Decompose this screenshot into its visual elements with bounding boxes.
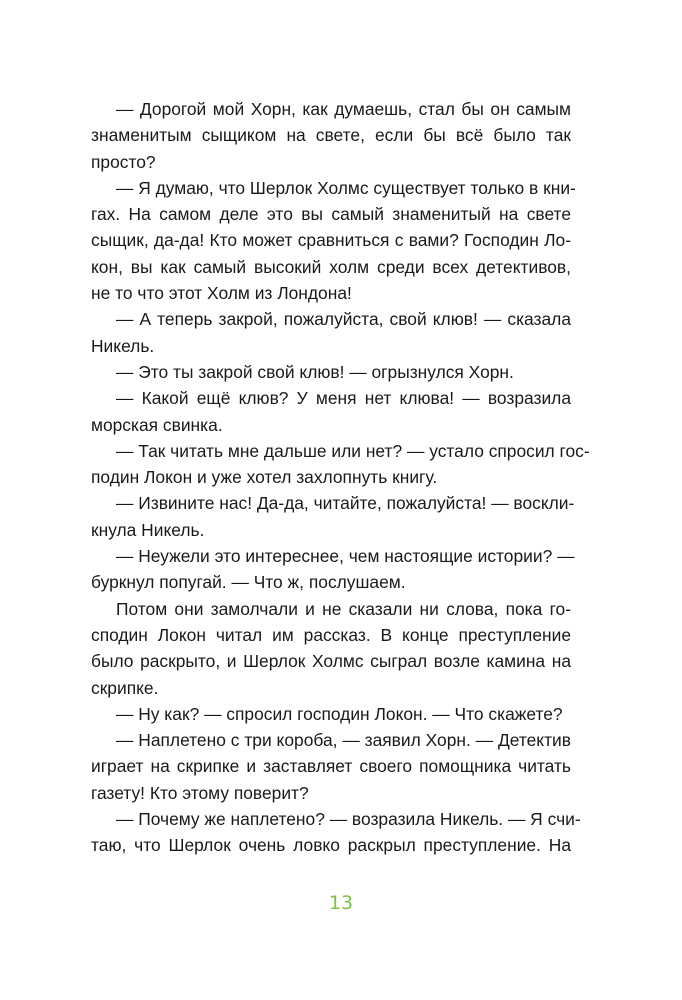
text-line: — Извините нас! Да-да, читайте, пожалуйста! — воскли- xyxy=(116,493,575,514)
text-line: кнула Никель. xyxy=(91,519,205,540)
text-line: гах. На самом деле это вы самый знаменитый на свете xyxy=(91,204,571,225)
text-line: просто? xyxy=(91,151,156,172)
text-line: морская свинка. xyxy=(91,414,223,435)
text-line: Потом они замолчали и не сказали ни слова, пока го- xyxy=(116,598,571,619)
text-line: — А теперь закрой, пожалуйста, свой клюв! — сказала xyxy=(116,309,571,330)
text-line: буркнул попугай. — Что ж, послушаем. xyxy=(91,572,406,593)
text-line: не то что этот Холм из Лондона! xyxy=(91,283,352,304)
book-page-text xyxy=(91,96,590,859)
text-line: кон, вы как самый высокий холм среди всех детективов, xyxy=(91,256,571,277)
text-line: — Так читать мне дальше или нет? — устало спросил гос- xyxy=(116,440,590,461)
text-line: — Дорогой мой Хорн, как думаешь, стал бы он самым xyxy=(116,99,571,119)
text-line: — Наплетено с три короба, — заявил Хорн. — Детектив xyxy=(116,730,571,751)
text-line: Никель. xyxy=(91,335,155,356)
text-line: подин Локон и уже хотел захлопнуть книгу. xyxy=(91,467,438,488)
text-line: сподин Локон читал им рассказ. В конце преступление xyxy=(91,624,571,645)
text-line: газету! Кто этому поверит? xyxy=(91,782,309,803)
text-line: таю, что Шерлок очень ловко раскрыл преступление. На xyxy=(91,835,571,856)
text-line: скрипке. xyxy=(91,677,159,698)
text-line: — Ну как? — спросил господин Локон. — Что скажете? xyxy=(116,703,563,724)
text-line: знаменитым сыщиком на свете, если бы всё было так xyxy=(91,125,571,146)
text-line: было раскрыто, и Шерлок Холмс сыграл возле камина на xyxy=(91,651,571,672)
text-line: играет на скрипке и заставляет своего помощника читать xyxy=(91,756,571,777)
page-number: 13 xyxy=(328,892,354,914)
text-line: — Это ты закрой свой клюв! — огрызнулся Хорн. xyxy=(116,361,514,382)
text-line: — Я думаю, что Шерлок Холмс существует только в кни- xyxy=(116,177,576,198)
text-line: — Неужели это интереснее, чем настоящие истории? — xyxy=(116,546,575,567)
text-line: — Почему же наплетено? — возразила Никель. — Я счи- xyxy=(116,809,581,830)
text-line: сыщик, да-да! Кто может сравниться с вами? Господин Ло- xyxy=(91,230,571,251)
text-line: — Какой ещё клюв? У меня нет клюва! — возразила xyxy=(116,388,571,409)
